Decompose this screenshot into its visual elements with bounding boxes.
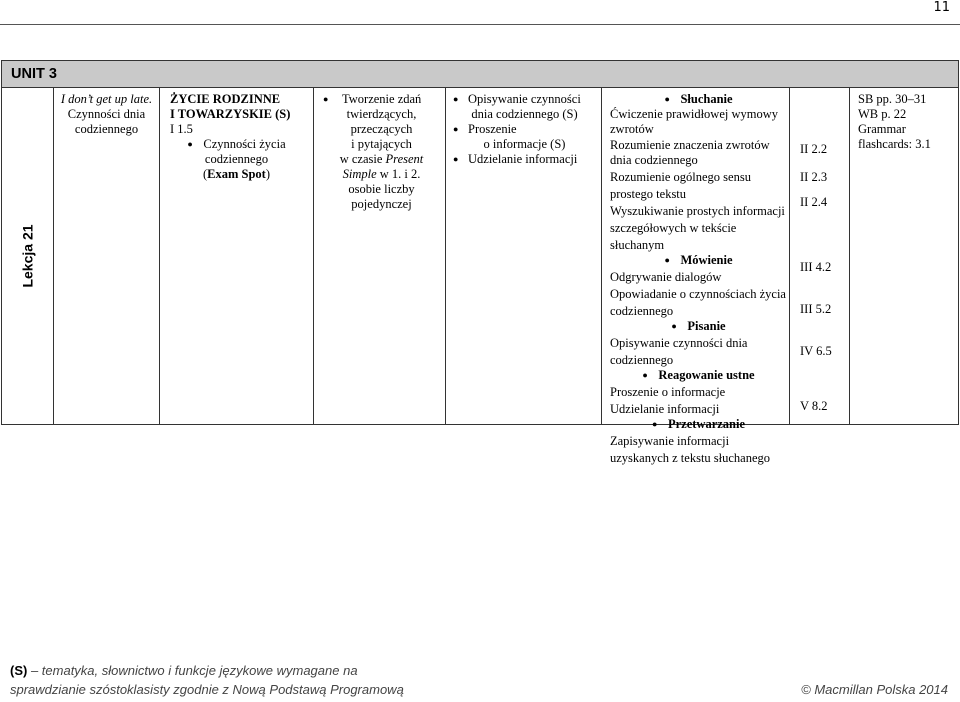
function-1-line-2: dnia codziennego (S) [471, 107, 578, 121]
skill-line: Ćwiczenie prawidłowej wymowy [610, 107, 779, 121]
skill-line: słuchanym [610, 238, 665, 252]
skill-line: zwrotów [610, 122, 654, 136]
code-iv-6-5: IV 6.5 [800, 344, 832, 358]
topic-heading-1: ŻYCIE RODZINNE [170, 92, 281, 106]
skill-line: Odgrywanie dialogów [610, 270, 722, 284]
skill-line: Zapisywanie informacji [610, 434, 730, 448]
skill-line: codziennego [610, 353, 674, 367]
grammar-line-2: twierdzących, [346, 107, 417, 121]
lesson-title: I don’t get up late. [60, 92, 153, 106]
grammar-line-7: osobie liczby [348, 182, 415, 196]
grammar-line-3: przeczących [350, 122, 413, 136]
footer-note-line-2: sprawdzianie szóstoklasisty zgodnie z Nową Podstawą Programową [10, 682, 404, 697]
topic-code: I 1.5 [170, 122, 193, 136]
materials-grammar: Grammar [858, 122, 906, 136]
skill-line: Wyszukiwanie prostych informacji [610, 204, 785, 218]
skill-heading-speaking: ● Mówienie [664, 253, 732, 268]
materials-cell [850, 88, 958, 424]
skills-cell [602, 88, 790, 465]
skill-line: Udzielanie informacji [610, 402, 720, 416]
code-v-8-2: V 8.2 [800, 399, 828, 413]
function-2-line-2: o informacje (S) [483, 137, 566, 151]
code-ii-2-4: II 2.4 [800, 195, 828, 209]
materials-wb: WB p. 22 [858, 107, 907, 121]
skill-heading-reacting: ● Reagowanie ustne [642, 368, 754, 383]
function-3: ● Udzielanie informacji [450, 152, 599, 167]
exam-spot-line: (Exam Spot) [202, 167, 271, 181]
curriculum-codes-cell [790, 88, 850, 424]
skill-line: Proszenie o informacje [610, 385, 726, 399]
header-rule [0, 24, 960, 25]
topic-heading-2: I TOWARZYSKIE (S) [170, 107, 291, 121]
grammar-line-1: ● Tworzenie zdań [320, 92, 443, 107]
lesson-label-cell [2, 88, 54, 424]
topic-line-2: codziennego [204, 152, 269, 166]
skill-line: szczegółowych w tekście [610, 221, 737, 235]
skill-line: Opisywanie czynności dnia [610, 336, 748, 350]
grammar-line-6: Simple w 1. i 2. [342, 167, 421, 181]
code-ii-2-2: II 2.2 [800, 142, 828, 156]
unit-title: UNIT 3 [1, 60, 959, 88]
lesson-subtitle: Czynności dnia codziennego [67, 107, 146, 136]
code-ii-2-3: II 2.3 [800, 170, 828, 184]
skill-line: Rozumienie znaczenia zwrotów [610, 138, 770, 152]
function-2-line-1: ● Proszenie [450, 122, 599, 137]
skill-line: Opowiadanie o czynnościach życia [610, 287, 786, 301]
topic-cell [54, 88, 160, 424]
skill-line: Rozumienie ogólnego sensu [610, 170, 751, 184]
grammar-line-4: i pytających [351, 137, 412, 151]
materials-sb: SB pp. 30–31 [858, 92, 927, 106]
function-1-line-1: ● Opisywanie czynności [450, 92, 599, 107]
skill-heading-writing: ● Pisanie [671, 319, 725, 334]
grammar-cell [314, 88, 446, 424]
functions-cell [446, 88, 602, 424]
lesson-label: Lekcja 21 [19, 224, 35, 288]
page-number: 11 [933, 0, 950, 15]
skill-line: prostego tekstu [610, 187, 687, 201]
skill-line: uzyskanych z tekstu słuchanego [610, 451, 771, 465]
code-iii-4-2: III 4.2 [800, 260, 832, 274]
skill-line: dnia codziennego [610, 153, 698, 167]
curriculum-topic-cell [160, 88, 314, 424]
skill-line: codziennego [610, 304, 674, 318]
copyright: © Macmillan Polska 2014 [801, 682, 948, 697]
footer-note-line-1: (S) – tematyka, słownictwo i funkcje językowe wymagane na [10, 663, 358, 678]
code-iii-5-2: III 5.2 [800, 302, 832, 316]
topic-bullet: ● Czynności życia [187, 137, 285, 152]
grammar-line-5: w czasie Present [339, 152, 424, 166]
lesson-row [1, 87, 959, 465]
grammar-line-8: pojedynczej [351, 197, 412, 211]
skill-heading-listening: ● Słuchanie [664, 92, 732, 107]
materials-flashcards: flashcards: 3.1 [858, 137, 931, 151]
skill-heading-processing: ● Przetwarzanie [652, 417, 745, 432]
